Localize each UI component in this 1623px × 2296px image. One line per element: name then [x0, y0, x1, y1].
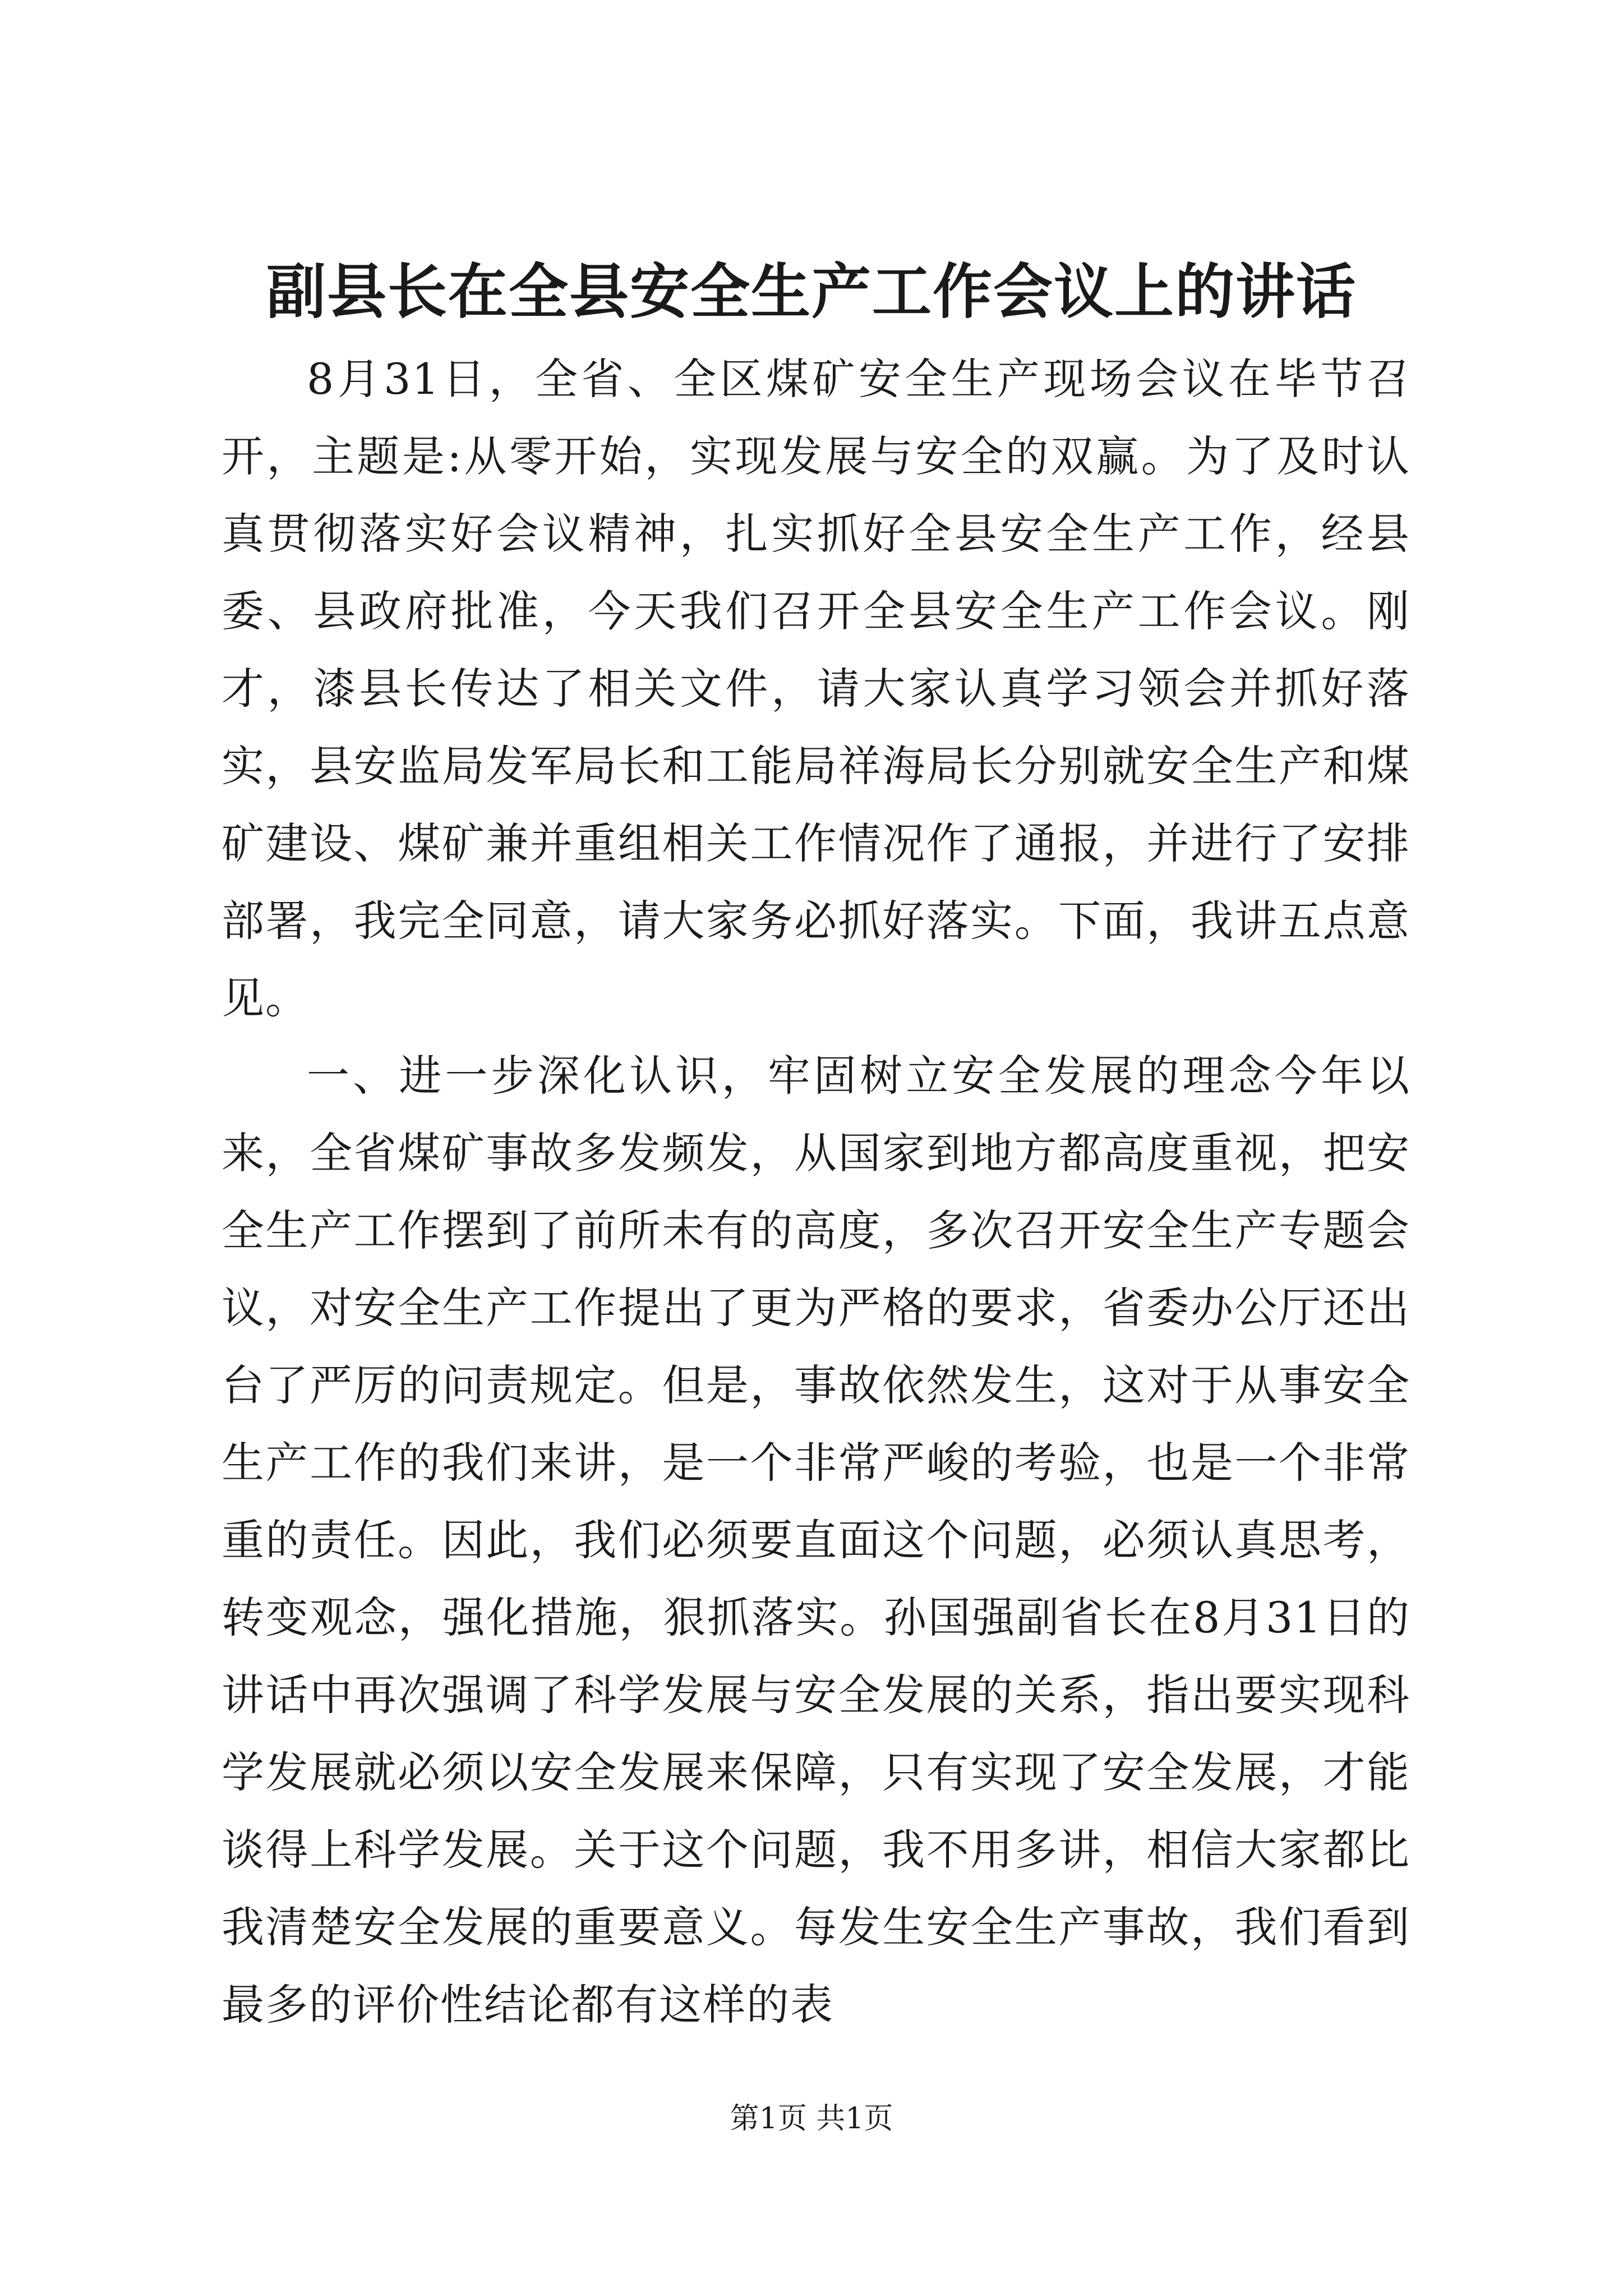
paragraph-section-one: 一、进一步深化认识，牢固树立安全发展的理念今年以来，全省煤矿事故多发频发，从国家到地方都高度重视，把安全生产工作摆到了前所未有的高度，多次召开安全生产专题会议，对安全生产工作提出了更为严格的要求，省委办公厅还出台了严厉的问责规定。但是，事故依然发生，这对于从事安全生产工作的我们来讲，是一个非常严峻的考验，也是一个非常重的责任。因此，我们必须要直面这个问题，必须认真思考，转变观念，强化措施，狠抓落实。孙国强副省长在8月31日的讲话中再次强调了科学发展与安全发展的关系，指出要实现科学发展就必须以安全发展来保障，只有实现了安全发展，才能谈得上科学发展。关于这个问题，我不用多讲，相信大家都比我清楚安全发展的重要意义。每发生安全生产事故，我们看到最多的评价性结论都有这样的表 [222, 1051, 1410, 2030]
document-title: 副县长在全县安全生产工作会议上的讲话 [266, 256, 1357, 326]
paragraph-intro: 8月31日，全省、全区煤矿安全生产现场会议在毕节召开，主题是:从零开始，实现发展与安全的双赢。为了及时认真贯彻落实好会议精神，扎实抓好全县安全生产工作，经县委、县政府批准，今天我们召开全县安全生产工作会议。刚才，漆县长传达了相关文件，请大家认真学习领会并抓好落实，县安监局发军局长和工能局祥海局长分别就安全生产和煤矿建设、煤矿兼并重组相关工作情况作了通报，并进行了安排部署，我完全同意，请大家务必抓好落实。下面，我讲五点意见。 [222, 354, 1410, 1023]
document-body [222, 341, 1410, 2044]
page-number-footer: 第1页 共1页 [730, 2102, 893, 2136]
